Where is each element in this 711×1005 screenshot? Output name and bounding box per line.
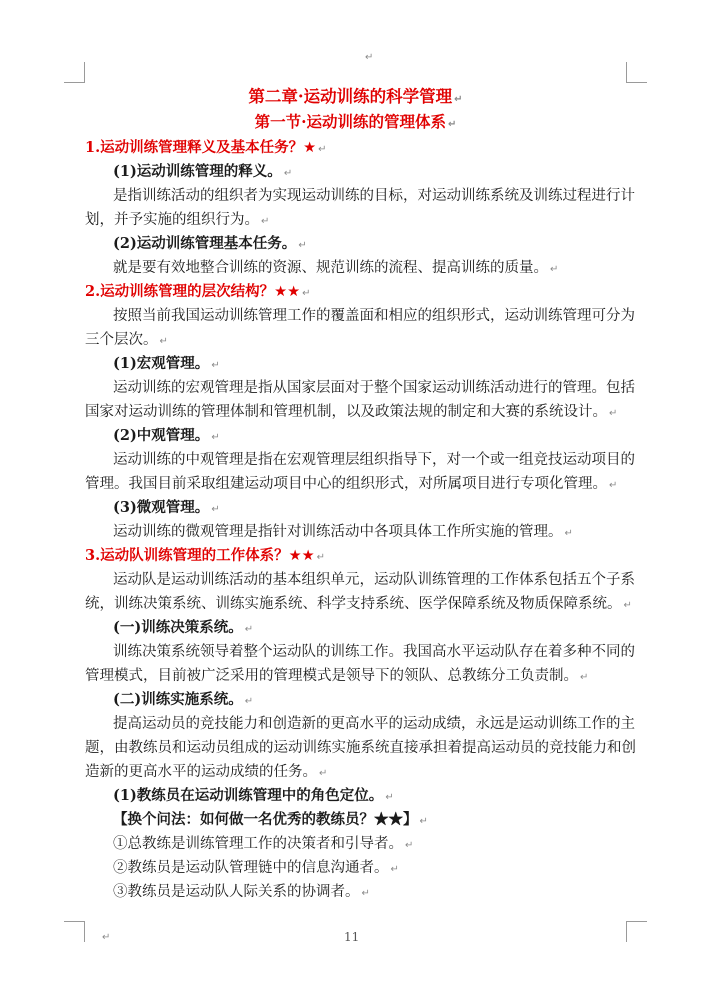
text-line (85, 304, 635, 328)
crop-mark-bottom-left (64, 921, 85, 942)
paragraph-mark-icon: ↵ (261, 216, 270, 227)
text-line (85, 208, 626, 232)
paragraph-mark-icon: ↵ (385, 792, 394, 803)
line-text: ③教练员是运动队人际关系的协调者。 (113, 884, 360, 900)
line-text: 管理。我国目前采取组建运动项目中心的组织形式，对所属项目进行专项化管理。 (85, 476, 607, 492)
line-text: (2)中观管理。 (113, 427, 210, 444)
paragraph-mark-icon: ↵ (580, 672, 589, 683)
document-body (85, 84, 636, 904)
text-line (85, 184, 635, 208)
paragraph-mark-icon: ↵ (623, 600, 632, 611)
line-text: (1)宏观管理。 (113, 355, 210, 372)
text-line (85, 856, 626, 880)
text-line (85, 712, 635, 736)
question-heading (85, 544, 626, 568)
paragraph-mark-icon: ↵ (361, 888, 370, 899)
page-number: 11 (344, 930, 360, 944)
paragraph-mark-icon: ↵ (316, 552, 326, 563)
star-rating-icon: ★★ (288, 548, 315, 564)
paragraph-mark-icon: ↵ (159, 336, 168, 347)
paragraph-mark-icon: ↵ (244, 624, 254, 635)
paragraph-mark-icon: ↵ (211, 432, 220, 443)
text-line (85, 640, 635, 664)
crop-mark-top-left (64, 62, 85, 83)
text-line (85, 880, 626, 904)
line-text: ①总教练是训练管理工作的决策者和引导者。 (113, 836, 403, 852)
line-text: 造新的更高水平的运动成绩的任务。 (85, 764, 317, 780)
paragraph-mark-icon: ↵ (448, 119, 457, 130)
line-text: 统，训练决策系统、训练实施系统、科学支持系统、医学保障系统及物质保障系统。 (85, 596, 622, 612)
line-text: 运动训练的中观管理是指在宏观管理层组织指导下，对一个或一组竞技运动项目的 (113, 452, 635, 468)
line-text: 【换个问法：如何做一名优秀的教练员？ (113, 811, 374, 828)
sub-heading (85, 496, 626, 520)
line-text: ②教练员是运动队管理链中的信息沟通者。 (113, 860, 389, 876)
paragraph-mark-icon: ↵ (211, 504, 220, 515)
star-rating-icon: ★ (303, 140, 317, 156)
line-text: 运动训练的微观管理是指针对训练活动中各项具体工作所实施的管理。 (113, 524, 563, 540)
text-line (85, 472, 626, 496)
paragraph-mark-icon: ↵ (419, 816, 428, 827)
line-text: (一)训练决策系统。 (113, 619, 243, 636)
question-heading (85, 280, 626, 304)
text-line (85, 400, 626, 424)
text-line (85, 736, 636, 760)
sub-heading (85, 616, 626, 640)
text-line (85, 592, 632, 616)
text-line (85, 376, 635, 400)
line-text: 按照当前我国运动训练管理工作的覆盖面和相应的组织形式，运动训练管理可分为 (113, 308, 635, 324)
line-text: 管理模式，目前被广泛采用的管理模式是领导下的领队、总教练分工负责制。 (85, 668, 578, 684)
line-text: 运动训练的宏观管理是指从国家层面对于整个国家运动训练活动进行的管理。包括 (113, 380, 635, 396)
paragraph-mark-icon: ↵ (454, 94, 463, 105)
question-heading (85, 136, 626, 160)
crop-mark-bottom-right (626, 921, 647, 942)
sub-heading (85, 424, 626, 448)
sub-heading (85, 784, 626, 808)
sub-heading (85, 808, 626, 832)
line-text: 题，由教练员和运动员组成的运动训练实施系统直接承担着提高运动员的竞技能力和创 (85, 740, 636, 756)
line-text: (二)训练实施系统。 (113, 691, 243, 708)
line-text: 国家对运动训练的管理体制和管理机制，以及政策法规的制定和大赛的系统设计。 (85, 404, 607, 420)
chapter-title: 第二章·运动训练的科学管理 ↵ (248, 87, 463, 106)
text-line (85, 520, 626, 544)
paragraph-mark-icon: ↵ (102, 932, 111, 943)
paragraph-mark-icon: ↵ (319, 768, 328, 779)
line-text: 运动队是运动训练活动的基本组织单元，运动队训练管理的工作体系包括五个子系 (113, 572, 635, 588)
line-text: 提高运动员的竞技能力和创造新的更高水平的运动成绩，永远是运动训练工作的主 (113, 716, 635, 732)
line-text: (2)运动训练管理基本任务。 (113, 235, 297, 252)
paragraph-mark-icon: ↵ (283, 168, 293, 179)
line-text: (3)微观管理。 (113, 499, 210, 516)
paragraph-mark-icon: ↵ (365, 52, 374, 63)
line-text: 是指训练活动的组织者为实现运动训练的目标，对运动训练系统及训练过程进行计 (113, 188, 635, 204)
sub-heading (85, 688, 626, 712)
paragraph-mark-icon: ↵ (564, 528, 573, 539)
text-line (85, 568, 635, 592)
paragraph-list (85, 136, 636, 904)
line-text: 训练决策系统领导着整个运动队的训练工作。我国高水平运动队存在着多种不同的 (113, 644, 635, 660)
paragraph-mark-icon: ↵ (609, 480, 618, 491)
text-line (85, 760, 626, 784)
sub-heading (85, 160, 626, 184)
line-text: 三个层次。 (85, 332, 158, 348)
text-line (85, 664, 626, 688)
bracket-close: 】 (403, 811, 418, 828)
paragraph-mark-icon: ↵ (550, 264, 559, 275)
line-text: 3.运动队训练管理的工作体系？ (85, 547, 289, 564)
sub-heading (85, 352, 626, 376)
line-text: 1.运动训练管理释义及基本任务？ (85, 139, 304, 156)
star-rating-icon: ★★ (274, 284, 301, 300)
paragraph-mark-icon: ↵ (405, 840, 414, 851)
section-title: 第一节·运动训练的管理体系 ↵ (254, 112, 457, 131)
line-text: (1)运动训练管理的释义。 (113, 163, 282, 180)
paragraph-mark-icon: ↵ (318, 144, 327, 155)
star-rating-icon: ★★ (374, 811, 403, 828)
crop-mark-top-right (626, 62, 647, 83)
paragraph-mark-icon: ↵ (302, 288, 311, 299)
paragraph-mark-icon: ↵ (298, 240, 307, 251)
line-text: 划，并予实施的组织行为。 (85, 212, 259, 228)
paragraph-mark-icon: ↵ (211, 360, 220, 371)
line-text: 2.运动训练管理的层次结构？ (85, 283, 275, 300)
text-line (85, 256, 626, 280)
text-line (85, 328, 626, 352)
sub-heading (85, 232, 626, 256)
paragraph-mark-icon: ↵ (244, 696, 254, 707)
text-line (85, 448, 635, 472)
paragraph-mark-icon: ↵ (390, 864, 399, 875)
line-text: 就是要有效地整合训练的资源、规范训练的流程、提高训练的质量。 (113, 260, 548, 276)
line-text: (1)教练员在运动训练管理中的角色定位。 (113, 787, 384, 804)
paragraph-mark-icon: ↵ (609, 408, 618, 419)
text-line (85, 832, 626, 856)
